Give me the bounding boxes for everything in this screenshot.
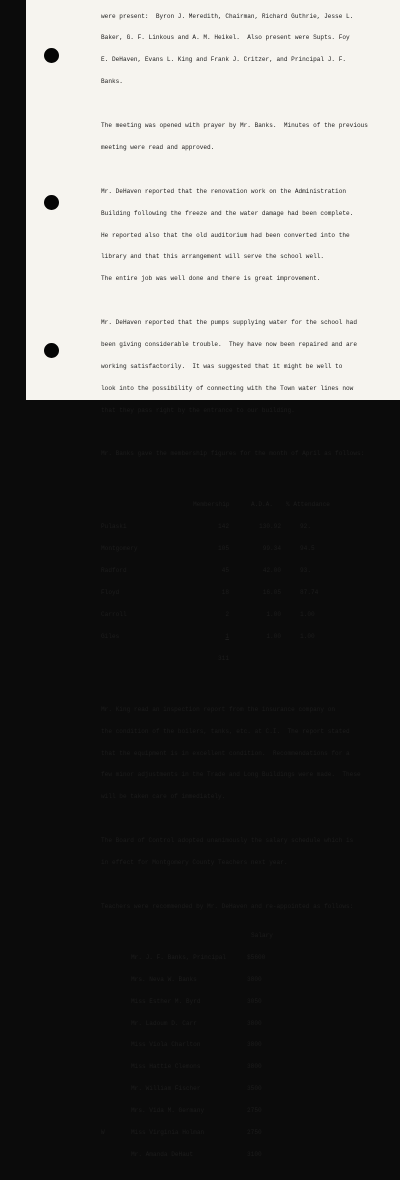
text-line: Building following the freeze and the water damage had been complete. <box>101 209 354 217</box>
table-row <box>101 611 391 618</box>
teacher-name: Mr. Ladoum D. Carr <box>131 1019 197 1027</box>
column-header: A.D.A. <box>251 501 273 509</box>
teacher-name: Mr. J. F. Banks, Principal <box>131 953 227 961</box>
membership-cell: 45 <box>221 567 229 575</box>
column-header: Membership <box>193 501 230 509</box>
teacher-name: Mr. William Fischer <box>131 1085 201 1093</box>
county-cell: Carroll <box>101 610 127 618</box>
text-line: been giving considerable trouble. They have now been repaired and are <box>101 340 357 348</box>
attendance-cell: 94.5 <box>300 545 315 553</box>
ada-cell: 1.00 <box>266 610 281 618</box>
text-line: will be taken care of immediately. <box>101 793 226 801</box>
ada-cell: 130.92 <box>259 523 281 531</box>
text-line: The entire job was well done and there is great improvement. <box>101 275 321 283</box>
teacher-row <box>101 1063 391 1070</box>
teacher-row <box>101 1129 391 1136</box>
punch-hole <box>44 195 59 210</box>
teacher-row <box>101 1020 391 1027</box>
teacher-salary: 2750 <box>247 1107 262 1115</box>
membership-cell: 105 <box>218 545 229 553</box>
table-row <box>101 567 391 574</box>
county-cell: Montgomery <box>101 545 138 553</box>
text-line: Mr. Banks gave the membership figures for the month of April as follows: <box>101 450 365 458</box>
teacher-name: Miss Virginia Holman <box>131 1129 205 1137</box>
teacher-row <box>101 998 391 1005</box>
minutes-text <box>101 0 391 1173</box>
teacher-row <box>101 1041 391 1048</box>
attendance-cell: 92. <box>300 523 311 531</box>
membership-header-row <box>101 501 391 508</box>
teacher-salary: $5600 <box>247 953 266 961</box>
teacher-name: Miss Viola Charlton <box>131 1041 201 1049</box>
text-line: library and that this arrangement will serve the school well. <box>101 253 325 261</box>
text-line: few minor adjustments in the Trade and Long Buildings were made. These <box>101 771 361 779</box>
county-cell: Floyd <box>101 589 120 597</box>
table-row <box>101 545 391 552</box>
teacher-name: Miss Hattie Clemons <box>131 1063 201 1071</box>
teacher-salary: 2750 <box>247 1129 262 1137</box>
teacher-name: Mrs. Vida M. Germany <box>131 1107 205 1115</box>
teacher-row <box>101 976 391 983</box>
text-line: He reported also that the old auditorium had been converted into the <box>101 231 350 239</box>
teacher-name: Miss Esther M. Byrd <box>131 997 201 1005</box>
text-line: meeting were read and approved. <box>101 143 215 151</box>
text-line: Mr. DeHaven reported that the pumps supplying water for the school had <box>101 319 357 327</box>
ada-cell: 1.00 <box>266 632 281 640</box>
text-line: that they pass right by the entrance to our building. <box>101 406 295 414</box>
membership-cell: 2 <box>225 610 229 618</box>
salary-header: Salary <box>251 932 273 939</box>
margin-mark: W <box>101 1129 105 1137</box>
text-line: The Board of Control adopted unanimously the salary schedule which is <box>101 837 354 845</box>
text-line: Banks. <box>101 78 123 86</box>
text-line: Mr. King read an inspection report from the insurance company on <box>101 705 336 713</box>
teacher-row <box>101 1107 391 1114</box>
salary-header-row <box>101 932 391 939</box>
county-cell: Giles <box>101 632 120 640</box>
text-line: Teachers were recommended by Mr. DeHaven and re-appointed as follows: <box>101 902 354 910</box>
text-line: were present: Byron J. Meredith, Chairman, Richard Guthrie, Jesse L. <box>101 12 354 20</box>
ada-cell: 99.34 <box>262 545 281 553</box>
membership-cell: 1 <box>225 632 229 640</box>
text-line: Mr. DeHaven reported that the renovation work on the Administration <box>101 187 347 195</box>
text-line: working satisfactorily. It was suggested that it might be well to <box>101 362 343 370</box>
text-line: in effect for Montgomery County Teachers next year. <box>101 859 288 867</box>
teacher-salary: 3800 <box>247 1019 262 1027</box>
table-row <box>101 523 391 530</box>
column-header: % Attendance <box>286 501 330 509</box>
punch-hole <box>44 343 59 358</box>
total-row <box>101 655 391 662</box>
county-cell: Radford <box>101 567 127 575</box>
attendance-cell: 93. <box>300 567 311 575</box>
table-row <box>101 589 391 596</box>
punch-hole <box>44 48 59 63</box>
membership-cell: 18 <box>221 589 229 597</box>
attendance-cell: 1.00 <box>300 610 315 618</box>
teacher-salary: 3800 <box>247 975 262 983</box>
teacher-row <box>101 1151 391 1158</box>
teacher-row <box>101 954 391 961</box>
teacher-row <box>101 1085 391 1092</box>
attendance-cell: 87.74 <box>300 589 319 597</box>
membership-cell: 142 <box>218 523 229 531</box>
document-page <box>26 0 400 1158</box>
membership-total: 311 <box>218 654 229 662</box>
text-line: that the equipment is in excellent condition. Recommendations for a <box>101 749 350 757</box>
text-line: E. DeHaven, Evans L. King and Frank J. Critzer, and Principal J. F. <box>101 56 347 64</box>
teacher-salary: 3100 <box>247 1150 262 1158</box>
county-cell: Pulaski <box>101 523 127 531</box>
teacher-name: Mrs. Neva W. Banks <box>131 975 197 983</box>
text-line: look into the possibility of connecting with the Town water lines now <box>101 384 354 392</box>
table-row <box>101 633 391 640</box>
ada-cell: 42.00 <box>262 567 281 575</box>
teacher-salary: 3800 <box>247 1063 262 1071</box>
text-line: the condition of the boilers, tanks, etc. at C.I. The report stated <box>101 727 350 735</box>
teacher-salary: 3050 <box>247 997 262 1005</box>
teacher-salary: 3800 <box>247 1041 262 1049</box>
text-line: Baker, G. F. Linkous and A. M. Heikel. Also present were Supts. Foy <box>101 34 350 42</box>
text-line: The meeting was opened with prayer by Mr. Banks. Minutes of the previous <box>101 122 368 130</box>
ada-cell: 16.05 <box>262 589 281 597</box>
teacher-salary: 3500 <box>247 1085 262 1093</box>
teacher-name: Mr. Amanda DeHaut <box>131 1150 194 1158</box>
attendance-cell: 1.00 <box>300 632 315 640</box>
